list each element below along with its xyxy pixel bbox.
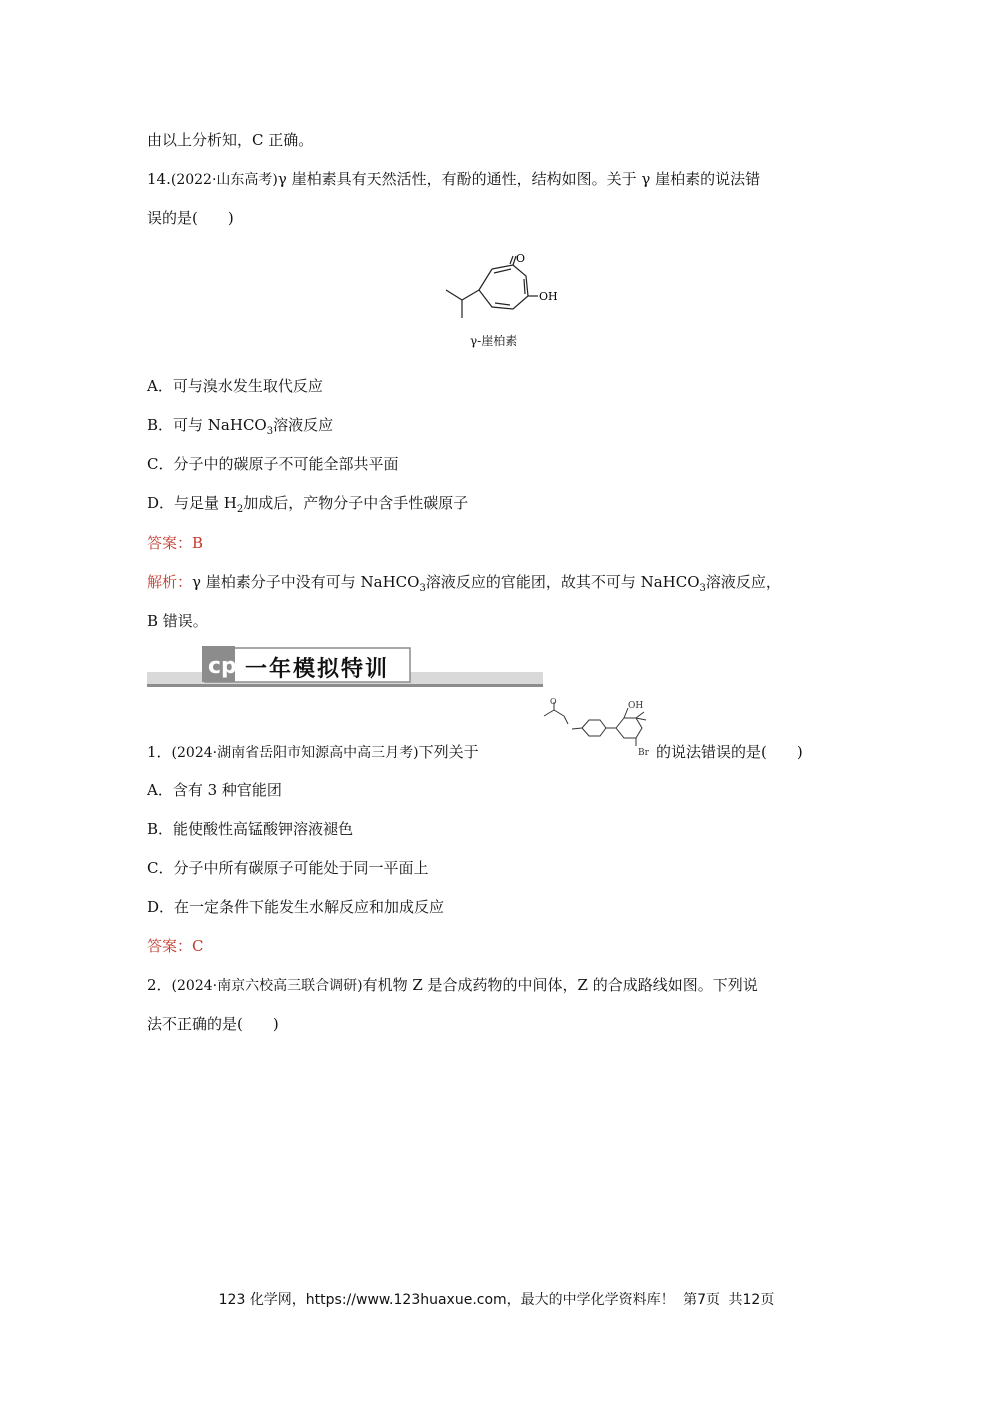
q1-stem-post: 的说法错误的是( ) bbox=[656, 743, 803, 761]
figure-caption: γ-崖柏素 bbox=[470, 334, 518, 348]
q1-option-b: B．能使酸性高锰酸钾溶液褪色 bbox=[147, 820, 354, 838]
mol-o-label: O bbox=[550, 698, 557, 706]
q2-stem-line2: 法不正确的是( ) bbox=[147, 1015, 279, 1033]
q1-stem-pre: 下列关于 bbox=[418, 743, 479, 761]
q14-option-b-text: B．可与 NaHCO bbox=[147, 416, 267, 434]
page-footer bbox=[0, 1289, 993, 1309]
q14-answer: 答案：B bbox=[147, 534, 204, 552]
q14-source: (2022·山东高考) bbox=[170, 172, 278, 188]
q14-option-b bbox=[147, 415, 333, 435]
hydroxyl-label: OH bbox=[539, 290, 558, 303]
mol-oh-label: OH bbox=[628, 701, 644, 711]
analysis-text-1: γ 崖柏素分子中没有可与 NaHCO bbox=[192, 573, 420, 591]
analysis-text-3: 溶液反应， bbox=[705, 573, 781, 591]
q2-source: (2024·南京六校高三联合调研) bbox=[171, 978, 363, 994]
analysis-subscript-1: 3 bbox=[419, 583, 426, 594]
svg-text:cp: cp bbox=[208, 654, 237, 679]
section-title: 一年模拟特训 bbox=[245, 657, 390, 682]
carbonyl-o-label: O bbox=[516, 254, 526, 265]
mol-br-label: Br bbox=[638, 748, 649, 758]
q1-option-c: C．分子中所有碳原子可能处于同一平面上 bbox=[147, 859, 429, 877]
analysis-subscript-2: 3 bbox=[699, 583, 706, 594]
footer-page: 第7页 bbox=[683, 1292, 721, 1308]
q1-option-d: D．在一定条件下能发生水解反应和加成反应 bbox=[147, 898, 445, 916]
q14-option-d-tail: 加成后，产物分子中含手性碳原子 bbox=[243, 494, 469, 512]
q14-option-d-text: D．与足量 H bbox=[147, 494, 237, 512]
analysis-label: 解析： bbox=[147, 573, 193, 591]
isopropyl-bond bbox=[462, 290, 479, 300]
q1-option-a: A．含有 3 种官能团 bbox=[147, 781, 282, 799]
q14-analysis-line1 bbox=[147, 572, 781, 592]
q1-source: (2024·湖南省岳阳市知源高中高三月考) bbox=[171, 745, 419, 761]
q14-option-d-subscript: 2 bbox=[236, 504, 244, 515]
gamma-thujaplicin-structure bbox=[440, 254, 560, 332]
q14-option-a: A．可与溴水发生取代反应 bbox=[147, 377, 323, 395]
q2-number: 2． bbox=[147, 976, 172, 994]
q2-stem-line1 bbox=[147, 975, 758, 996]
q14-analysis-line2: B 错误。 bbox=[147, 612, 208, 630]
q1-number: 1． bbox=[147, 743, 172, 761]
footer-total: 共12页 bbox=[728, 1292, 775, 1308]
q14-stem-line1 bbox=[147, 169, 760, 190]
q14-stem-line2: 误的是( ) bbox=[147, 209, 234, 227]
analysis-text-2: 溶液反应的官能团，故其不可与 NaHCO bbox=[425, 573, 700, 591]
q14-option-d bbox=[147, 493, 468, 513]
q2-stem-text: 有机物 Z 是合成药物的中间体，Z 的合成路线如图。下列说 bbox=[362, 976, 758, 994]
q14-option-b-subscript: 3 bbox=[266, 426, 274, 437]
q1-answer: 答案：C bbox=[147, 937, 204, 955]
q1-stem bbox=[147, 742, 479, 763]
intro-text: 由以上分析知，C 正确。 bbox=[147, 131, 314, 149]
q14-number: 14. bbox=[147, 170, 171, 188]
q14-option-c: C．分子中的碳原子不可能全部共平面 bbox=[147, 455, 399, 473]
q14-option-b-tail: 溶液反应 bbox=[273, 416, 334, 434]
footer-site: 123 化学网，https://www.123huaxue.com，最大的中学化学资料库！ bbox=[218, 1292, 675, 1308]
q14-stem-text: γ 崖柏素具有天然活性，有酚的通性，结构如图。关于 γ 崖柏素的说法错 bbox=[277, 170, 761, 188]
section-banner bbox=[147, 646, 543, 688]
q1-molecule-structure bbox=[540, 698, 660, 760]
ring-bonds bbox=[479, 265, 528, 309]
